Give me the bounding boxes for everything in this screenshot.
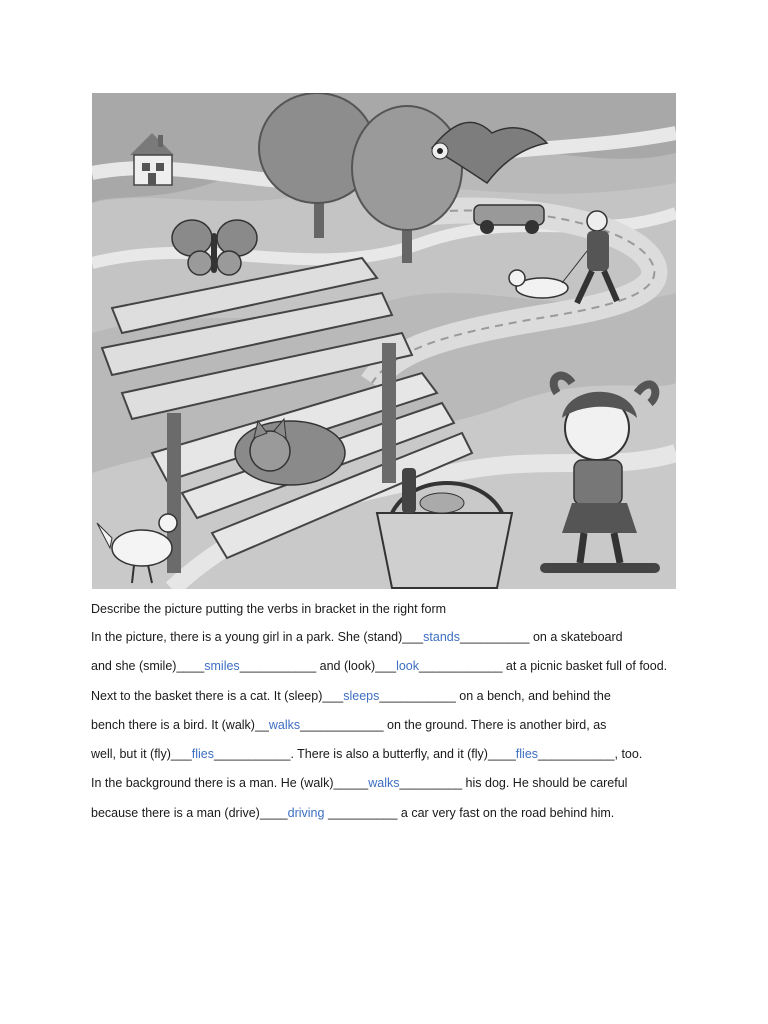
answer-word: smiles <box>204 659 240 674</box>
passage-text: bench there is a bird. It (walk)__ <box>91 717 269 732</box>
passage-text: ___________, too. <box>538 747 643 762</box>
passage-text: ___________ on a bench, and behind the <box>379 688 611 703</box>
passage-text: well, but it (fly)___ <box>91 747 192 762</box>
passage-text: because there is a man (drive)____ <box>91 805 288 820</box>
passage-text: ___________ and (look)___ <box>239 659 397 674</box>
passage-line <box>91 745 691 774</box>
park-scene <box>92 93 676 589</box>
instruction-text: Describe the picture putting the verbs in bracket in the right form <box>91 602 447 616</box>
passage-line <box>91 716 691 745</box>
passage-line <box>91 804 691 833</box>
passage-text: __________ a car very fast on the road behind him. <box>324 805 615 820</box>
answer-word: walks <box>268 717 301 732</box>
passage-text: and she (smile)____ <box>91 659 205 674</box>
passage-text: Next to the basket there is a cat. It (sleep)___ <box>91 688 344 703</box>
passage-line <box>91 687 691 716</box>
answer-word: flies <box>191 747 214 762</box>
passage-text: In the picture, there is a young girl in a park. She (stand)___ <box>91 630 424 644</box>
answer-word: driving <box>287 805 325 820</box>
answer-word: flies <box>515 747 539 762</box>
passage-text: ____________ on the ground. There is another bird, as <box>300 717 607 732</box>
exercise-passage <box>91 628 691 833</box>
passage-text: In the background there is a man. He (walk)_____ <box>91 776 369 791</box>
passage-line <box>91 657 691 686</box>
passage-line <box>91 628 691 657</box>
answer-word: sleeps <box>343 688 380 703</box>
answer-word: look <box>396 659 420 674</box>
passage-text: ___________. There is also a butterfly, and it (fly)____ <box>213 747 516 762</box>
passage-text: ____________ at a picnic basket full of food. <box>419 659 668 674</box>
answer-word: stands <box>423 630 460 644</box>
answer-word: walks <box>368 776 400 791</box>
park-illustration <box>92 93 676 589</box>
passage-text: _________ his dog. He should be careful <box>399 776 628 791</box>
passage-line <box>91 774 691 803</box>
passage-text: __________ on a skateboard <box>459 630 623 644</box>
